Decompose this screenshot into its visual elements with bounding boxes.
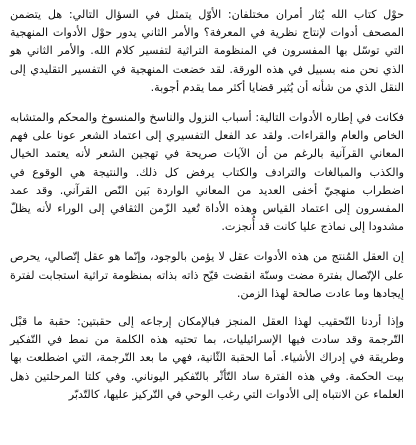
- paragraph-4: وإذا أردنا التّحقيب لهذا العقل المنجز فبالإمكان إرجاعه إلى حقبتين: حقبة ما قبْل التّرجمة وقد سادت فيها الإسرائيليات، بما تحتيه هذه الكلمة من نمط في التّفكير وطريقة في إدراك الأشياء. أما الحقبة الثّانية، فهي ما بعد التّرجمة، التي اضطلعت بها بيت الحكمة. وفي هذه الفترة ساد التّأثّر بالتّفكير اليوناني. وفي كلتا المرحلتين ذهل العلماء عن الانتباه إلى الأدوات التي رغب الوحي في التّركيز عليها، كالتّدبّر: [10, 315, 404, 401]
- document-page: [10, 6, 404, 445]
- paragraph-3: إن العقل المُنتج من هذه الأدوات عقل لا يؤمن بالوجود، وإنّما هو عقل إتّصالي، يحرص على الإتّصال بفترة مضت وسنّة انقضت قيّح ذاته بذاته بمنظومة تراثية استجابت لفترة إيجادها وما عادت صالحة لهذا الزمن.: [10, 250, 404, 300]
- paragraph-2: فكانت في إطاره الأدوات التالية: أسباب النزول والناسخ والمنسوخ والمحكم والمتشابه الخاص والعام والقراءات. ولقد عد الفعل التفسيري إلى اعتماد الشعر عونا على فهم المعاني القرآنية بالرغم من أن الآيات صريحة في تهجين الشعر لأنه يعتمد الخيال والكذب والمبالغات والترادف والكتاب يرفض كل ذلك. والنتيجة هي الوقوع في اضطراب منهجيّ أخفى العديد من المعاني الواردة بَين النّص القرآني. وقد عمد المفسرون إلى اعتماد القياس وهذه الأداة تُعيد الزّمن الثقافي إلى الوراء لأنه يظلّ مشدودا إلى نماذج عليا كانت قد أُنجزت.: [10, 111, 404, 234]
- paragraph-1: حوْل كتاب الله يُثار أمران مختلفان: الأوّل يتمثل في السؤال التالي: هل يتضمن المصحف أدوات لإنتاج نظرية في المعرفة؟ والأمر الثاني يدور حوْل الأدوات المنهجية التي توسّل بها المفسرون في المنظومة التراثية لتفسير كلام الله. والأمر الثاني هو الذي نحن منه بسبيل في هذه الورقة. لقد خضعت المنهجية في التفسير التقليدي إلى النقل الذي من شأنه أن يُثير قضايا أكثر مما يقدم أجوبة.: [10, 8, 404, 94]
